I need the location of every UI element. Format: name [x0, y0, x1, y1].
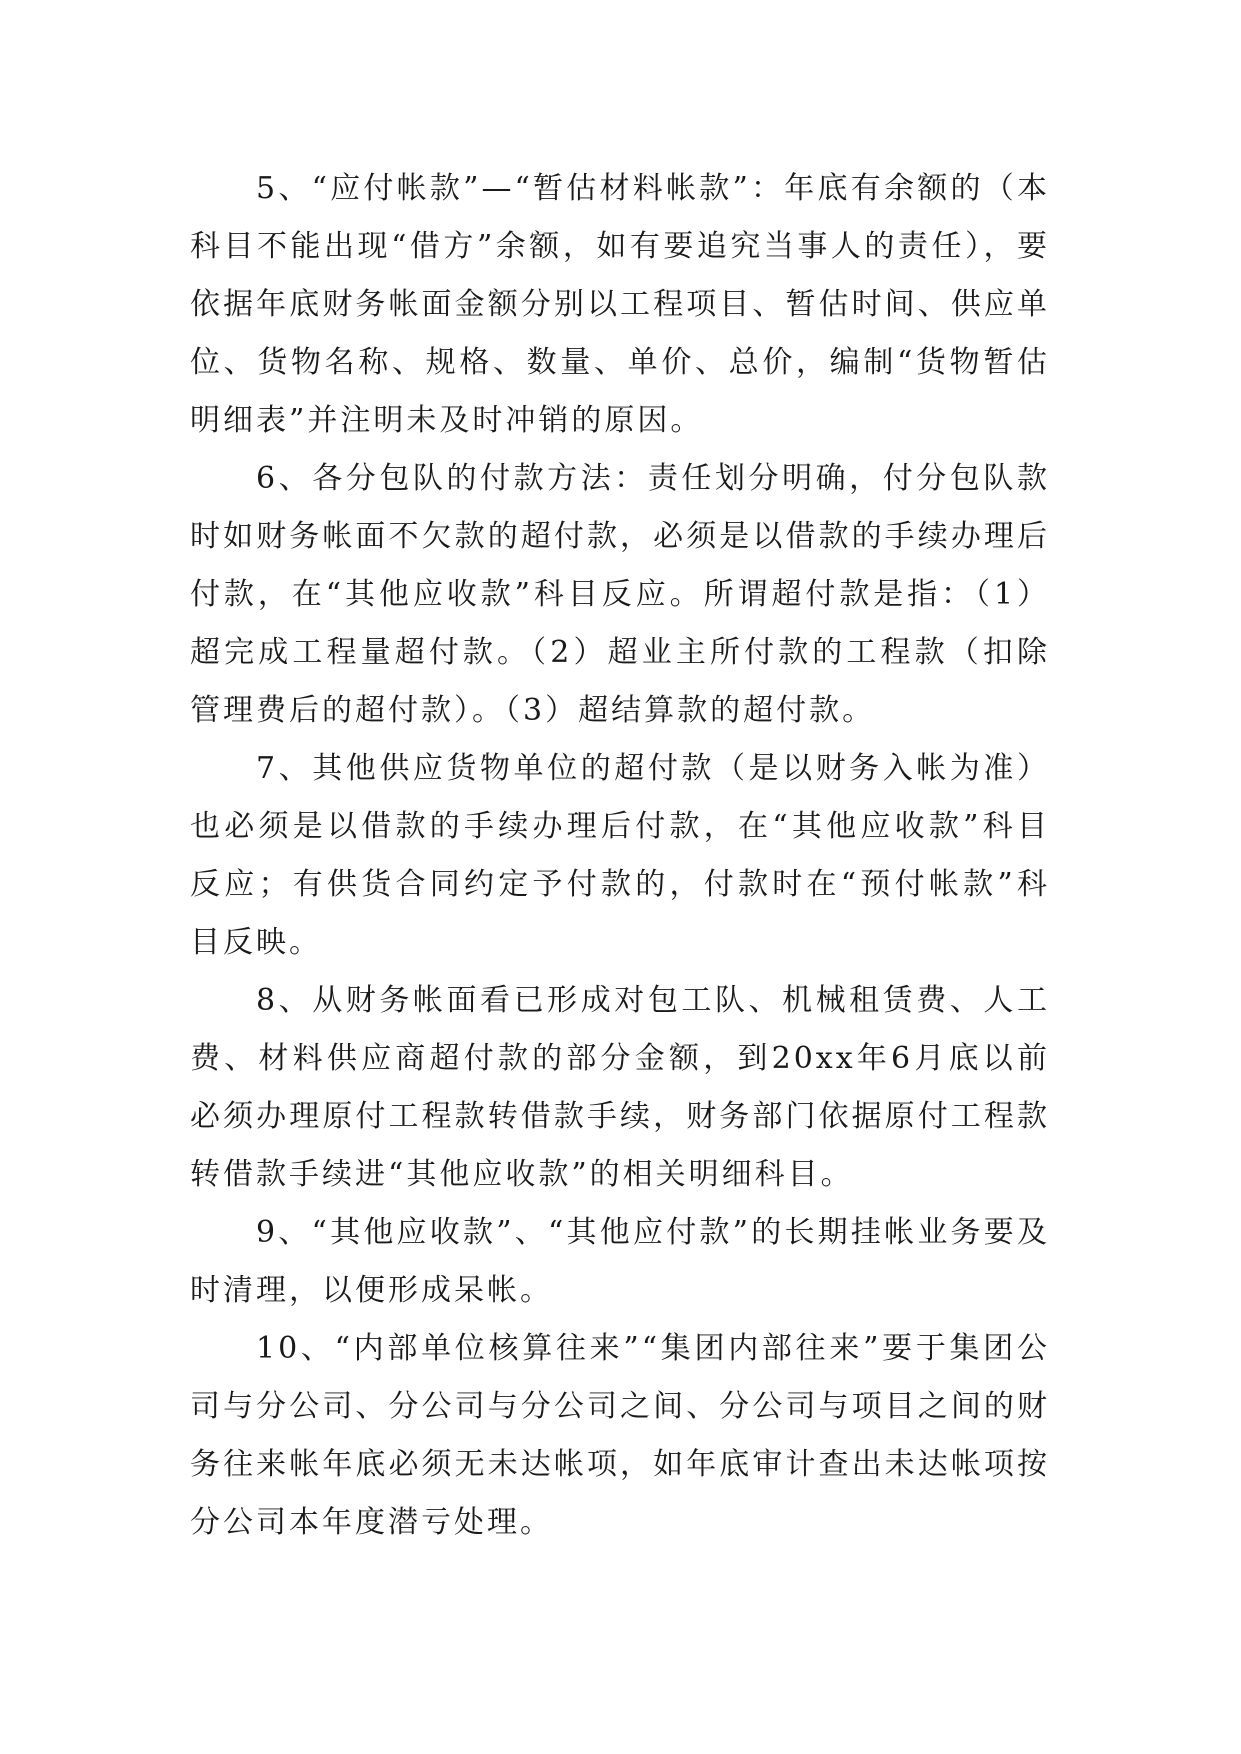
paragraph-9: 9、“其他应收款”、“其他应付款”的长期挂帐业务要及时清理，以便形成呆帐。 — [190, 1215, 1050, 1308]
paragraph-6: 6、各分包队的付款方法：责任划分明确，付分包队款时如财务帐面不欠款的超付款，必须是以借款的手续办理后付款，在“其他应收款”科目反应。所谓超付款是指：（1）超完成工程量超付款。（2）超业主所付款的工程款（扣除管理费后的超付款）。（3）超结算款的超付款。 — [190, 461, 1050, 728]
paragraph-8: 8、从财务帐面看已形成对包工队、机械租赁费、人工费、材料供应商超付款的部分金额，到20xx年6月底以前必须办理原付工程款转借款手续，财务部门依据原付工程款转借款手续进“其他应收款”的相关明细科目。 — [190, 983, 1050, 1192]
paragraph-10: 10、“内部单位核算往来”“集团内部往来”要于集团公司与分公司、分公司与分公司之间、分公司与项目之间的财务往来帐年底必须无未达帐项，如年底审计查出未达帐项按分公司本年度潜亏处理。 — [190, 1331, 1050, 1540]
paragraph-7: 7、其他供应货物单位的超付款（是以财务入帐为准）也必须是以借款的手续办理后付款，在“其他应收款”科目反应；有供货合同约定予付款的，付款时在“预付帐款”科目反映。 — [190, 751, 1050, 960]
document-body — [190, 160, 1050, 1552]
paragraph-5: 5、“应付帐款”—“暂估材料帐款”：年底有余额的（本科目不能出现“借方”余额，如有要追究当事人的责任），要依据年底财务帐面金额分别以工程项目、暂估时间、供应单位、货物名称、规格、数量、单价、总价，编制“货物暂估明细表”并注明未及时冲销的原因。 — [190, 171, 1050, 438]
